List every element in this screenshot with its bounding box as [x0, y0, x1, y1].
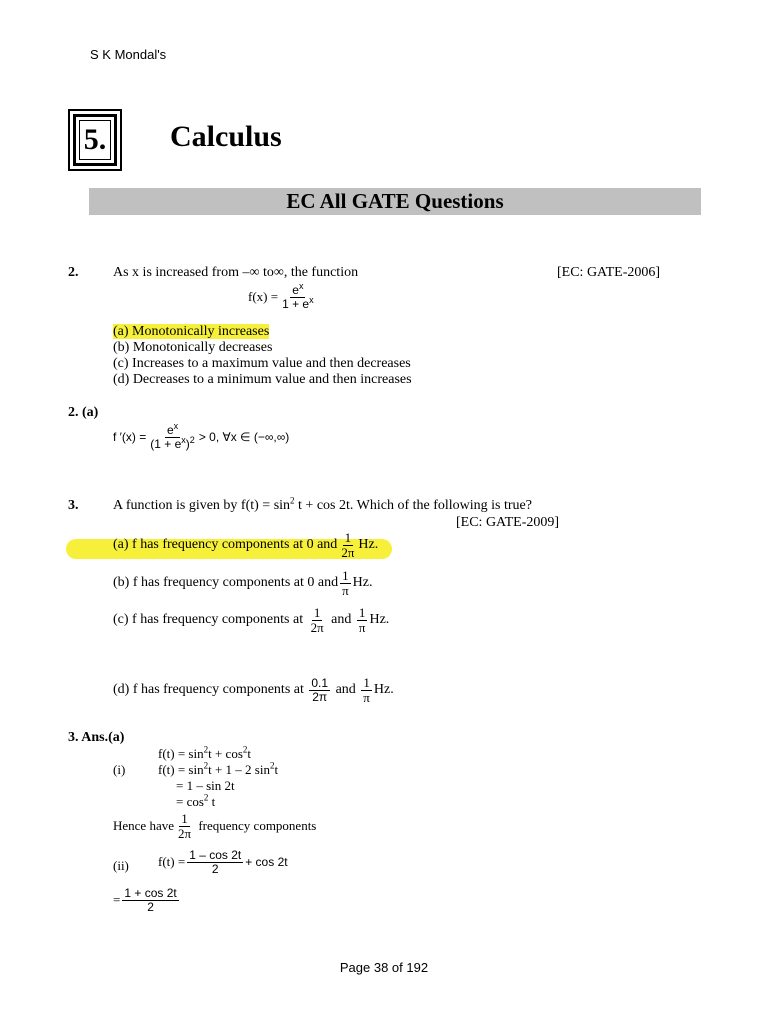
q3-option-a: (a) f has frequency components at 0 and $\frac{1}{2\pi}$ Hz . — [113, 530, 379, 560]
q2-option-d: (d) Decreases to a minimum value and then increases — [113, 372, 412, 387]
q2-number: 2. — [68, 265, 79, 280]
q3-source: [EC: GATE-2009] — [456, 515, 560, 530]
chapter-number: 5. — [79, 120, 111, 160]
a3-step-ii: f(t) = $\frac{1 - \cos 2t}{2}$ + cos 2t — [158, 848, 288, 876]
q2-options — [113, 324, 412, 388]
chapter-title: Calculus — [170, 120, 282, 153]
a3-line2: $f(t) = \sin^2t + 1 - 2$ $\sin^2t$ — [158, 760, 279, 777]
a3-label: 3. Ans.(a) — [68, 730, 125, 745]
q2-option-b: (b) Monotonically decreases — [113, 340, 273, 355]
page-footer: Page 38 of 192 — [339, 960, 429, 975]
q3-option-b: (b) f has frequency components at 0 and $\frac{1}{\pi}$ Hz . — [113, 568, 373, 598]
a3-step-ii-label: (ii) — [113, 858, 129, 873]
q2-function: f(x) = $\frac{e^x}{1 + e^x}$ — [248, 281, 314, 311]
a2-derivative: f ′(x) = $\frac{e^x}{(1 + e^x)^2}$ > 0, ∀x ∈ (−∞,∞) — [113, 421, 290, 451]
running-header: S K Mondal's — [90, 47, 167, 62]
q2-option-c: (c) Increases to a maximum value and then decreases — [113, 356, 411, 371]
a3-final: = $\frac{1 + \cos 2t}{2}$ — [113, 886, 177, 914]
a2-label: 2. (a) — [68, 405, 99, 420]
q2-option-a: (a) Monotonically increases — [113, 324, 270, 339]
chapter-number-box — [68, 109, 122, 171]
q3-option-c: (c) f has frequency components at $\frac{1}{2\pi}$ and $\frac{1}{\pi}$ Hz . — [113, 605, 390, 635]
q2-stem: As x is increased from –∞ to∞, the function — [113, 265, 359, 280]
section-banner: EC All GATE Questions — [89, 188, 701, 215]
q3-stem: A function is given by $f(t) = \sin^2 t + \cos 2t$. Which of the following is true? — [113, 495, 532, 513]
a3-line1: $f(t) = \sin^2t + \cos^2t$ — [158, 744, 252, 761]
a3-step-i-label: (i) — [113, 762, 126, 777]
a3-line3: = 1 – sin 2t — [176, 778, 235, 793]
a3-line4: = $\cos^2 t$ — [176, 792, 216, 809]
a3-hence: Hence have $\frac{1}{2\pi}$ frequency components — [113, 811, 317, 841]
q2-source: [EC: GATE-2006] — [557, 265, 661, 280]
q3-option-d: (d) f has frequency components at $\frac{0.1}{2\pi}$ and $\frac{1}{\pi}$ Hz . — [113, 675, 394, 705]
q3-number: 3. — [68, 498, 79, 513]
